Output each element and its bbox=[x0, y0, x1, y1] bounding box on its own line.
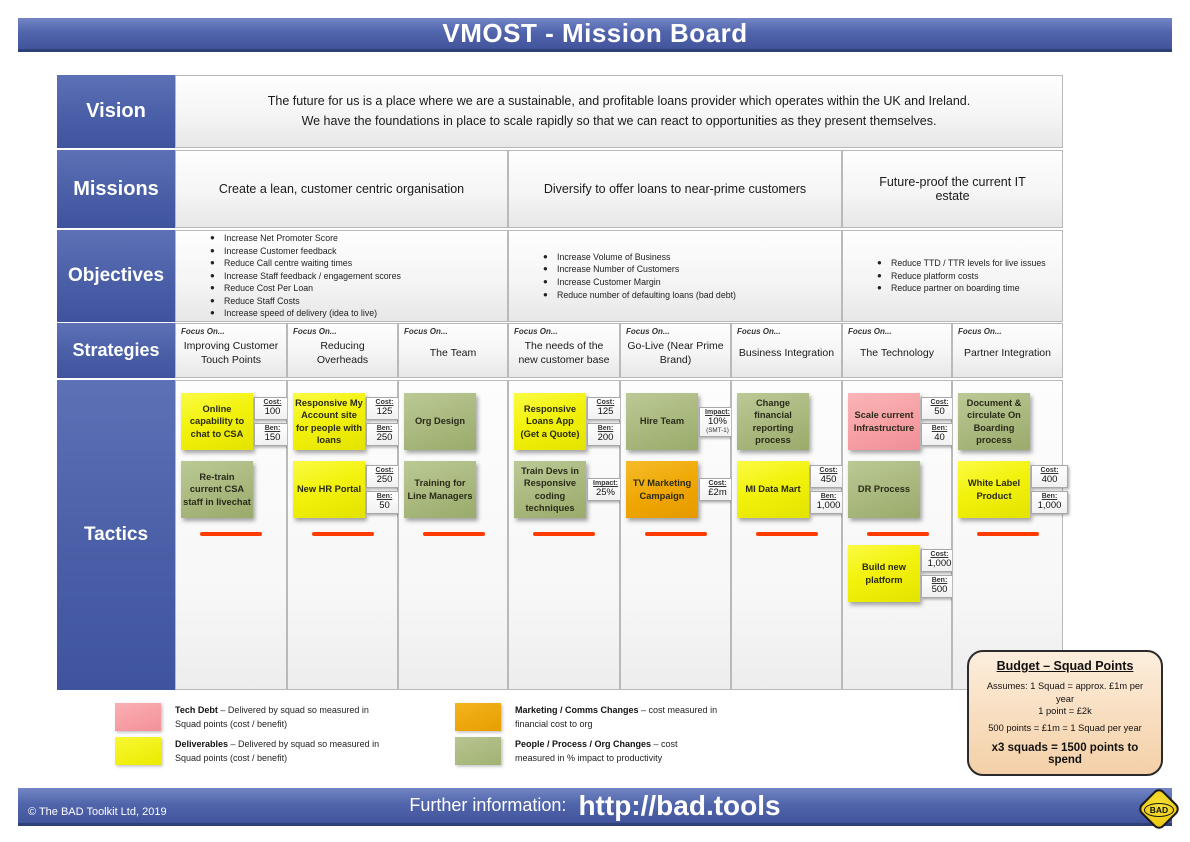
bullet-icon: ● bbox=[877, 270, 882, 280]
tactics-column-7 bbox=[842, 380, 952, 690]
cost-benefit-tag bbox=[1031, 465, 1068, 488]
priority-line bbox=[312, 532, 374, 536]
legend-description: Tech Debt – Delivered by squad so measured in Squad points (cost / benefit) bbox=[175, 705, 369, 729]
tag-value: 250 bbox=[376, 432, 393, 443]
legend-swatch-green bbox=[455, 737, 501, 765]
website-url: http://bad.tools bbox=[578, 789, 781, 821]
bullet-icon: ● bbox=[210, 295, 215, 305]
focus-on-label: Focus On... bbox=[514, 327, 558, 336]
objective-text: Increase Net Promoter Score bbox=[224, 232, 338, 243]
tag-label: Ben: bbox=[264, 425, 281, 432]
strategy-name: Go-Live (Near Prime Brand) bbox=[627, 339, 724, 366]
tag-label: Cost: bbox=[930, 551, 949, 558]
sidebar-label-tactics: Tactics bbox=[57, 380, 175, 690]
budget-squad-points-box bbox=[967, 650, 1163, 776]
sticky-note: Hire Team bbox=[626, 393, 698, 450]
vision-line-2: We have the foundations in place to scale rapidly so that we can react to opportunities as they present themselves. bbox=[301, 113, 937, 128]
sticky-note: Re-train current CSA staff in livechat bbox=[181, 461, 253, 518]
sidebar-label-vision: Vision bbox=[57, 75, 175, 148]
strategy-name: Reducing Overheads bbox=[316, 339, 369, 366]
strategy-cell-1 bbox=[175, 323, 287, 378]
sticky-note: New HR Portal bbox=[293, 461, 365, 518]
tag-label: Cost: bbox=[819, 467, 838, 474]
objective-text: Reduce Call centre waiting times bbox=[224, 258, 353, 269]
tag-value: 500 bbox=[931, 584, 948, 595]
tag-label: Cost: bbox=[930, 399, 949, 406]
sticky-note: Training for Line Managers bbox=[404, 461, 476, 518]
sticky-note: Org Design bbox=[404, 393, 476, 450]
strategy-cell-6 bbox=[731, 323, 842, 378]
tactics-column-5 bbox=[620, 380, 731, 690]
footer-info bbox=[18, 788, 1172, 823]
objectives-cell-3 bbox=[842, 230, 1063, 322]
strategy-cell-4 bbox=[508, 323, 620, 378]
objective-item bbox=[877, 282, 1056, 295]
tag-value: 50 bbox=[934, 406, 945, 417]
tag-label: Cost: bbox=[263, 399, 282, 406]
mission-cell-3: Future-proof the current IT estate bbox=[842, 150, 1063, 228]
strategy-name: Business Integration bbox=[738, 346, 835, 359]
tag-subtext: (SMT-1) bbox=[706, 426, 729, 434]
bullet-icon: ● bbox=[210, 283, 215, 293]
bullet-icon: ● bbox=[210, 245, 215, 255]
objective-item bbox=[210, 232, 501, 245]
tag-label: Cost: bbox=[708, 480, 727, 487]
objective-item bbox=[210, 270, 501, 283]
mission-cell-2: Diversify to offer loans to near-prime customers bbox=[508, 150, 842, 228]
cost-benefit-tag bbox=[587, 478, 624, 501]
sticky-note: Document & circulate On Boarding process bbox=[958, 393, 1030, 450]
priority-line bbox=[645, 532, 707, 536]
priority-line bbox=[756, 532, 818, 536]
bullet-icon: ● bbox=[877, 283, 882, 293]
tag-value: 1,000 bbox=[927, 558, 952, 569]
objective-item bbox=[877, 270, 1056, 283]
vision-line-1: The future for us is a place where we are a sustainable, and profitable loans provider which operates within the UK and Ireland. bbox=[267, 94, 971, 109]
sticky-note: TV Marketing Campaign bbox=[626, 461, 698, 518]
further-information-label: Further information: bbox=[409, 795, 567, 815]
priority-line bbox=[977, 532, 1039, 536]
objective-text: Increase speed of delivery (idea to live) bbox=[224, 308, 378, 319]
objective-text: Increase Customer feedback bbox=[224, 245, 337, 256]
strategy-name: The Team bbox=[429, 346, 477, 359]
objectives-cell-1 bbox=[175, 230, 508, 322]
tag-value: 1,000 bbox=[1037, 500, 1062, 511]
strategy-name: The needs of the new customer base bbox=[518, 339, 610, 366]
strategy-cell-7 bbox=[842, 323, 952, 378]
tag-label: Ben: bbox=[597, 425, 614, 432]
sticky-note: White Label Product bbox=[958, 461, 1030, 518]
sticky-note: Scale current Infrastructure bbox=[848, 393, 920, 450]
sidebar-label-missions: Missions bbox=[57, 150, 175, 228]
tag-value: 125 bbox=[597, 406, 614, 417]
strategy-name: Partner Integration bbox=[964, 346, 1051, 359]
tag-value: 250 bbox=[376, 474, 393, 485]
objective-item bbox=[210, 245, 501, 258]
sticky-note: Responsive Loans App (Get a Quote) bbox=[514, 393, 586, 450]
bullet-icon: ● bbox=[210, 258, 215, 268]
tag-label: Ben: bbox=[376, 493, 393, 500]
objective-text: Increase Number of Customers bbox=[557, 264, 680, 275]
note-tags bbox=[1031, 461, 1069, 518]
tag-value: 200 bbox=[597, 432, 614, 443]
objective-text: Increase Volume of Business bbox=[557, 251, 671, 262]
objective-text: Reduce platform costs bbox=[891, 270, 979, 281]
budget-conversion: 500 points = £1m = 1 Squad per year bbox=[988, 723, 1142, 734]
bullet-icon: ● bbox=[543, 289, 548, 299]
focus-on-label: Focus On... bbox=[181, 327, 225, 336]
bullet-icon: ● bbox=[210, 270, 215, 280]
cost-benefit-tag bbox=[254, 423, 291, 446]
cost-benefit-tag bbox=[254, 397, 291, 420]
legend-swatch-orange bbox=[455, 703, 501, 731]
sidebar-label-objectives: Objectives bbox=[57, 230, 175, 322]
sticky-note: Train Devs in Responsive coding techniques bbox=[514, 461, 586, 518]
tag-value: 100 bbox=[264, 406, 281, 417]
legend-name: People / Process / Org Changes bbox=[515, 739, 652, 749]
legend-name: Deliverables bbox=[175, 739, 229, 749]
tag-value: 25% bbox=[595, 487, 615, 498]
tag-label: Ben: bbox=[931, 425, 948, 432]
legend-description: Marketing / Comms Changes – cost measured in financial cost to org bbox=[515, 705, 718, 729]
tag-value: 40 bbox=[934, 432, 945, 443]
budget-assumption-1: Assumes: 1 Squad = approx. £1m per year bbox=[986, 681, 1144, 705]
bullet-icon: ● bbox=[877, 258, 882, 268]
strategy-name: The Technology bbox=[860, 346, 934, 359]
tag-value: 150 bbox=[264, 432, 281, 443]
sidebar-label-strategies: Strategies bbox=[57, 323, 175, 378]
tag-label: Impact: bbox=[705, 408, 730, 416]
tag-label: Cost: bbox=[1040, 467, 1059, 474]
copyright-text: © The BAD Toolkit Ltd, 2019 bbox=[28, 806, 167, 818]
bullet-icon: ● bbox=[543, 251, 548, 261]
tag-label: Ben: bbox=[820, 493, 837, 500]
objective-item bbox=[543, 276, 835, 289]
tag-label: Ben: bbox=[931, 577, 948, 584]
tag-label: Cost: bbox=[596, 399, 615, 406]
tactics-column-6 bbox=[731, 380, 842, 690]
objective-item bbox=[543, 263, 835, 276]
tag-value: 450 bbox=[820, 474, 837, 485]
bullet-icon: ● bbox=[543, 264, 548, 274]
strategy-cell-8 bbox=[952, 323, 1063, 378]
strategy-cell-3 bbox=[398, 323, 508, 378]
sticky-note: Change financial reporting process bbox=[737, 393, 809, 450]
tactics-column-1 bbox=[175, 380, 287, 690]
tag-label: Impact: bbox=[593, 480, 618, 487]
objective-item bbox=[210, 295, 501, 308]
legend-swatch-yellow bbox=[115, 737, 161, 765]
objective-item bbox=[210, 282, 501, 295]
tactics-column-8 bbox=[952, 380, 1063, 690]
objectives-cell-2 bbox=[508, 230, 842, 322]
objective-item bbox=[543, 289, 835, 302]
priority-line bbox=[200, 532, 262, 536]
objective-item bbox=[210, 257, 501, 270]
objective-text: Increase Customer Margin bbox=[557, 277, 661, 287]
focus-on-label: Focus On... bbox=[293, 327, 337, 336]
objective-text: Reduce number of defaulting loans (bad debt) bbox=[557, 289, 736, 300]
bullet-icon: ● bbox=[543, 277, 548, 286]
objective-item bbox=[543, 251, 835, 264]
tag-value: 400 bbox=[1041, 474, 1058, 485]
cost-benefit-tag bbox=[587, 397, 624, 420]
priority-line bbox=[867, 532, 929, 536]
focus-on-label: Focus On... bbox=[737, 327, 781, 336]
tag-label: Cost: bbox=[375, 467, 394, 474]
legend-description: People / Process / Org Changes – cost measured in % impact to productivity bbox=[515, 739, 678, 763]
legend-swatch-pink bbox=[115, 703, 161, 731]
cost-benefit-tag bbox=[587, 423, 624, 446]
sticky-note: MI Data Mart bbox=[737, 461, 809, 518]
logo-text: BAD bbox=[1144, 803, 1174, 817]
bullet-icon: ● bbox=[210, 308, 215, 318]
budget-title: Budget – Squad Points bbox=[996, 659, 1134, 673]
strategy-cell-2 bbox=[287, 323, 398, 378]
bad-toolkit-logo bbox=[1133, 783, 1185, 835]
sticky-note: Online capability to chat to CSA bbox=[181, 393, 253, 450]
cost-benefit-tag bbox=[1031, 491, 1068, 514]
priority-line bbox=[423, 532, 485, 536]
tag-value: 125 bbox=[376, 406, 393, 417]
focus-on-label: Focus On... bbox=[958, 327, 1002, 336]
focus-on-label: Focus On... bbox=[404, 327, 448, 336]
tag-value: 1,000 bbox=[816, 500, 841, 511]
tactics-column-2 bbox=[287, 380, 398, 690]
page-title: VMOST - Mission Board bbox=[442, 18, 748, 48]
tag-label: Cost: bbox=[375, 399, 394, 406]
objective-text: Reduce TTD / TTR levels for live issues bbox=[891, 258, 1046, 269]
tag-value: 50 bbox=[379, 500, 390, 511]
priority-line bbox=[533, 532, 595, 536]
legend-description: Deliverables – Delivered by squad so measured in Squad points (cost / benefit) bbox=[175, 739, 380, 763]
tag-label: Ben: bbox=[376, 425, 393, 432]
legend-name: Marketing / Comms Changes bbox=[515, 705, 639, 715]
tag-value: £2m bbox=[708, 487, 727, 498]
vision-statement bbox=[175, 75, 1063, 148]
focus-on-label: Focus On... bbox=[848, 327, 892, 336]
objective-item bbox=[877, 257, 1056, 270]
sticky-note: DR Process bbox=[848, 461, 920, 518]
focus-on-label: Focus On... bbox=[626, 327, 670, 336]
tactics-column-3 bbox=[398, 380, 508, 690]
tag-label: Ben: bbox=[1041, 493, 1058, 500]
strategy-cell-5 bbox=[620, 323, 731, 378]
footer-bar bbox=[18, 788, 1172, 826]
budget-total: x3 squads = 1500 points to spend bbox=[991, 742, 1139, 767]
bullet-icon: ● bbox=[210, 232, 215, 242]
strategy-name: Improving Customer Touch Points bbox=[183, 339, 279, 366]
objective-text: Reduce partner on boarding time bbox=[891, 283, 1020, 294]
tactics-column-4 bbox=[508, 380, 620, 690]
budget-assumption-2: 1 point = £2k bbox=[1038, 706, 1092, 717]
sticky-note: Build new platform bbox=[848, 545, 920, 602]
tag-value: 10% bbox=[707, 415, 727, 427]
mission-cell-1: Create a lean, customer centric organisation bbox=[175, 150, 508, 228]
objective-text: Reduce Cost Per Loan bbox=[224, 283, 313, 294]
legend-name: Tech Debt bbox=[175, 705, 218, 715]
objective-item bbox=[210, 307, 501, 320]
objective-text: Reduce Staff Costs bbox=[224, 295, 300, 306]
sticky-note: Responsive My Account site for people with loans bbox=[293, 393, 365, 450]
objective-text: Increase Staff feedback / engagement scores bbox=[224, 270, 401, 281]
